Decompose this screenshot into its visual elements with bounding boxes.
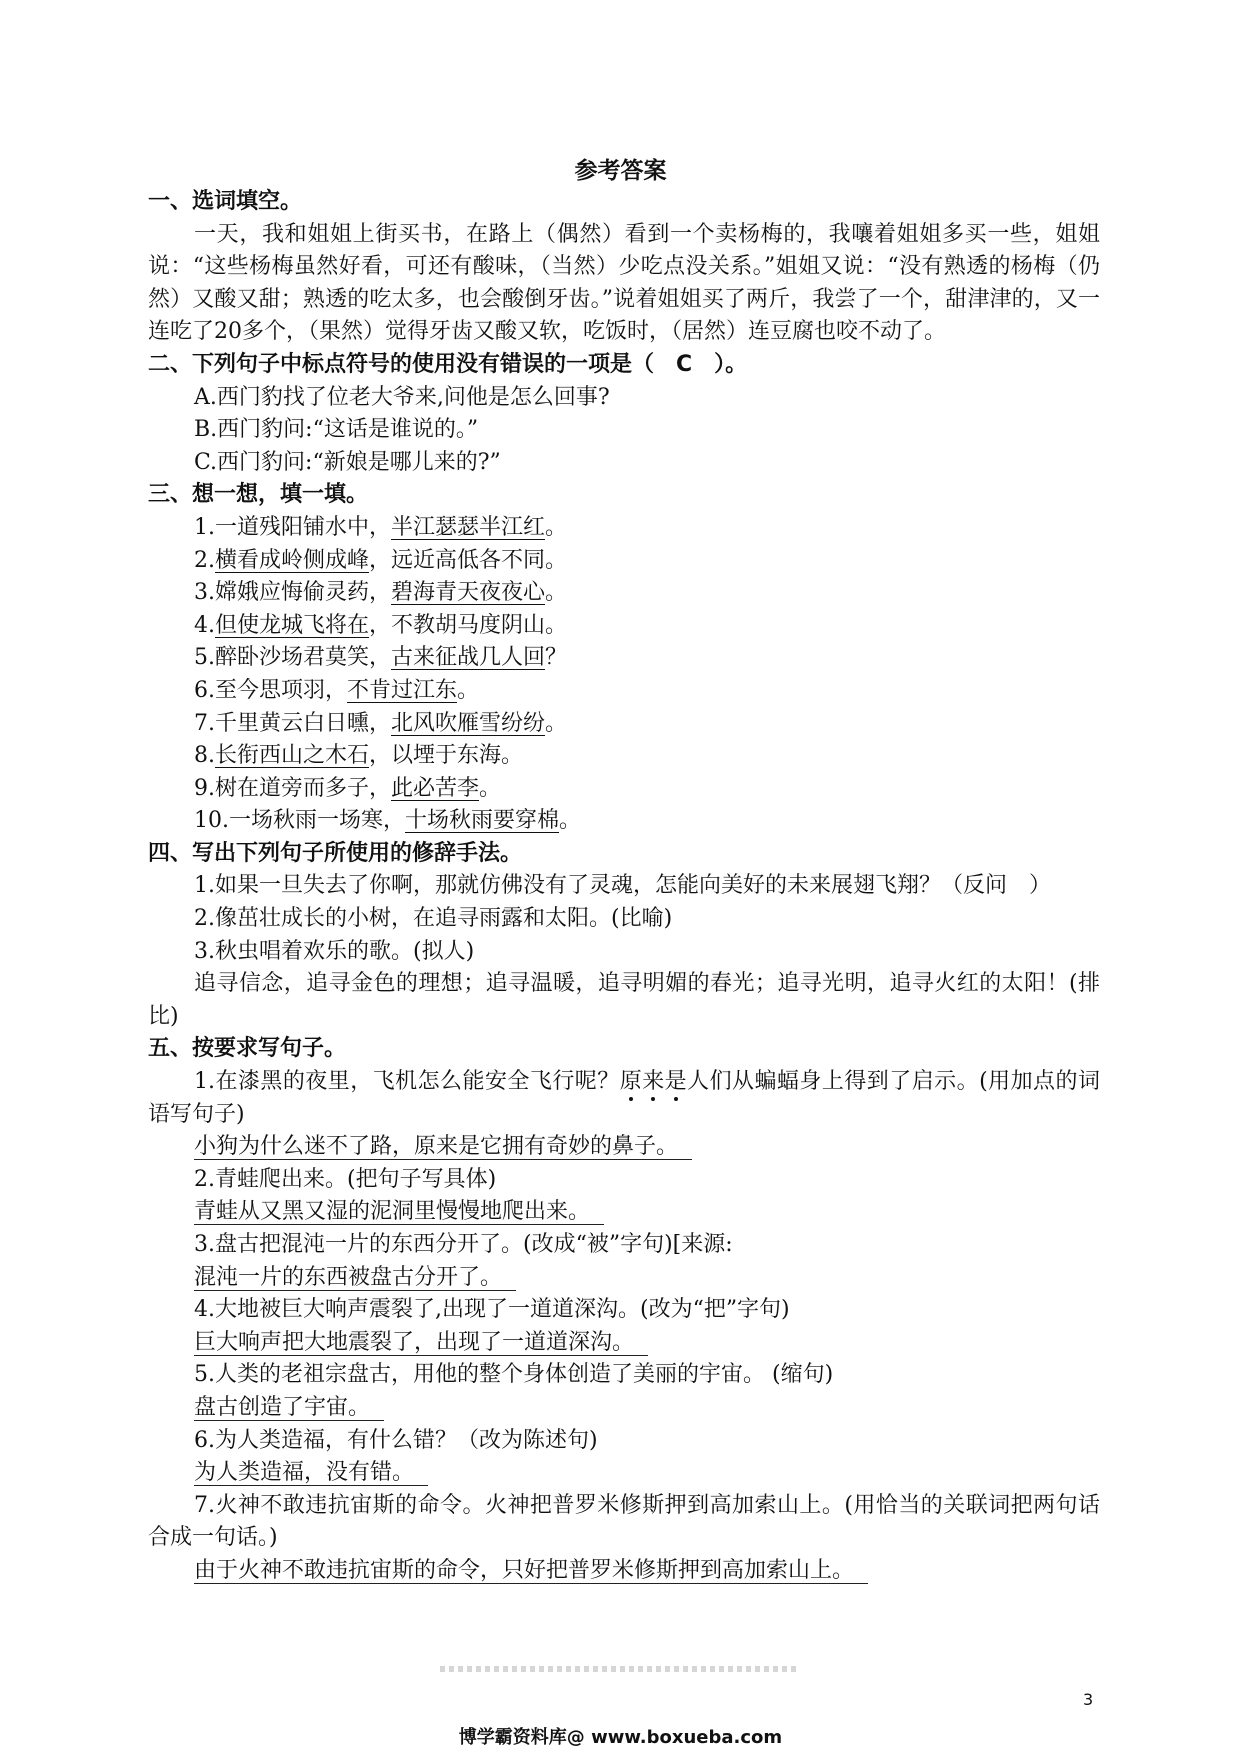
poem-line-10: 10.一场秋雨一场寒，十场秋雨要穿棉。 bbox=[194, 808, 582, 834]
rewrite-answer-7: 由于火神不敢违抗宙斯的命令，只好把普罗米修斯押到高加索山上。 bbox=[148, 1555, 1100, 1588]
poem-line-2: 2.横看成岭侧成峰，远近高低各不同。 bbox=[194, 547, 568, 573]
rewrite-answer-3: 混沌一片的东西被盘古分开了。 bbox=[148, 1262, 1100, 1295]
rewrite-question-3: 3.盘古把混沌一片的东西分开了。(改成“被”字句)[来源: bbox=[194, 1232, 733, 1257]
rewrite-question-5: 5.人类的老祖宗盘古，用他的整个身体创造了美丽的宇宙。 (缩句) bbox=[194, 1362, 834, 1388]
page-title: 参考答案 bbox=[574, 158, 667, 184]
rewrite-question-6: 6.为人类造福，有什么错？（改为陈述句) bbox=[194, 1427, 598, 1453]
section-1-heading: 一、选词填空。 bbox=[148, 189, 303, 214]
section-2-heading: 二、下列句子中标点符号的使用没有错误的一项是（ C ）。 bbox=[148, 351, 748, 377]
poem-line-7: 7.千里黄云白日曛，北风吹雁雪纷纷。 bbox=[194, 710, 568, 736]
page-number: 3 bbox=[1083, 1690, 1094, 1709]
rhetoric-item-4: 追寻信念，追寻金色的理想；追寻温暖，追寻明媚的春光；追寻光明，追寻火红的太阳！(排比) bbox=[148, 971, 1100, 1029]
section-5-heading: 五、按要求写句子。 bbox=[148, 1036, 347, 1062]
rhetoric-item-2: 2.像茁壮成长的小树，在追寻雨露和太阳。(比喻) bbox=[194, 906, 673, 932]
section-4-heading: 四、写出下列句子所使用的修辞手法。 bbox=[148, 840, 523, 866]
poem-line-5: 5.醉卧沙场君莫笑，古来征战几人回？ bbox=[194, 645, 568, 671]
option-a: A.西门豹找了位老大爷来,问他是怎么回事? bbox=[194, 384, 610, 410]
rewrite-question-2: 2.青蛙爬出来。(把句子写具体) bbox=[194, 1166, 497, 1192]
section-1-paragraph: 一天，我和姐姐上街买书，在路上（偶然）看到一个卖杨梅的，我嚷着姐姐多买一些，姐姐说：“这些杨梅虽然好看，可还有酸味，（当然）少吃点没关系。”姐姐又说：“没有熟透的杨梅（仍然）又酸又甜；熟透的吃太多，也会酸倒牙齿。”说着姐姐买了两斤，我尝了一个，甜津津的，又一连吃了20多个，（果然）觉得牙齿又酸又软，吃饭时，（居然）连豆腐也咬不动了。 bbox=[148, 221, 1100, 345]
option-c: C.西门豹问:“新娘是哪儿来的?” bbox=[194, 449, 501, 475]
poem-line-4: 4.但使龙城飞将在，不教胡马度阴山。 bbox=[194, 612, 568, 638]
footer-watermark: 博学霸资料库@ www.boxueba.com bbox=[458, 1727, 783, 1748]
section-3-heading: 三、想一想，填一填。 bbox=[148, 482, 369, 508]
rewrite-answer-2: 青蛙从又黑又湿的泥洞里慢慢地爬出来。 bbox=[148, 1196, 1100, 1229]
poem-line-9: 9.树在道旁而多子，此必苦李。 bbox=[194, 775, 502, 801]
answer-content bbox=[148, 186, 1100, 1588]
emphasis-dot-char: 是 bbox=[664, 1069, 688, 1095]
emphasis-dot-char: 来 bbox=[642, 1069, 665, 1095]
rhetoric-item-1: 1.如果一旦失去了你啊，那就仿佛没有了灵魂，怎能向美好的未来展翅飞翔？（反问 ） bbox=[194, 873, 1051, 899]
rewrite-question-7: 7.火神不敢违抗宙斯的命令。火神把普罗米修斯押到高加索山上。(用恰当的关联词把两句话合成一句话。) bbox=[148, 1492, 1100, 1551]
emphasis-dot-char: 原 bbox=[619, 1069, 643, 1095]
poem-line-8: 8.长衔西山之木石，以堙于东海。 bbox=[194, 743, 524, 769]
rhetoric-item-3: 3.秋虫唱着欢乐的歌。(拟人) bbox=[194, 938, 475, 964]
poem-line-6: 6.至今思项羽，不肯过江东。 bbox=[194, 677, 480, 703]
rewrite-answer-4: 巨大响声把大地震裂了，出现了一道道深沟。 bbox=[148, 1327, 1100, 1360]
rewrite-answer-6: 为人类造福，没有错。 bbox=[148, 1457, 1100, 1490]
rewrite-answer-1: 小狗为什么迷不了路，原来是它拥有奇妙的鼻子。 bbox=[148, 1131, 1100, 1164]
option-b: B.西门豹问:“这话是谁说的。” bbox=[194, 417, 479, 443]
rewrite-question-4: 4.大地被巨大响声震裂了,出现了一道道深沟。(改为“把”字句) bbox=[194, 1297, 790, 1323]
poem-line-1: 1.一道残阳铺水中，半江瑟瑟半江红。 bbox=[194, 514, 568, 540]
poem-line-3: 3.嫦娥应悔偷灵药，碧海青天夜夜心。 bbox=[194, 580, 568, 606]
scan-smudge bbox=[440, 1666, 800, 1672]
rewrite-question-1: 1.在漆黑的夜里，飞机怎么能安全飞行呢？原来是人们从蝙蝠身上得到了启示。(用加点的词语写句子) bbox=[148, 1069, 1100, 1127]
rewrite-answer-5: 盘古创造了宇宙。 bbox=[148, 1392, 1100, 1425]
